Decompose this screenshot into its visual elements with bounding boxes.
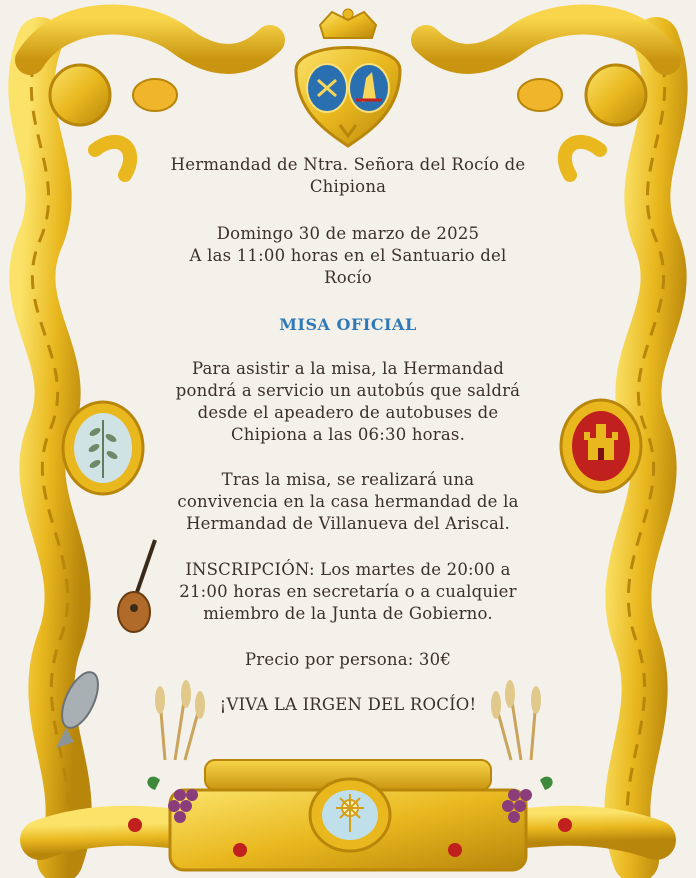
bus-line: pondrá a servicio un autobús que saldrá xyxy=(175,381,521,400)
after-line: Tras la misa, se realizará una xyxy=(221,470,475,489)
misa-oficial-heading: MISA OFICIAL xyxy=(279,315,417,334)
date-line: A las 11:00 horas en el Santuario del xyxy=(189,246,507,265)
bus-line: desde el apeadero de autobuses de xyxy=(197,403,499,422)
bus-info xyxy=(150,358,546,446)
olive-branch-medallion xyxy=(63,402,143,494)
inscription-line: 21:00 horas en secretaría o a cualquier xyxy=(179,582,517,601)
date-line: Rocío xyxy=(324,268,372,287)
closing-cheer xyxy=(150,694,546,716)
invitation-text xyxy=(150,0,546,878)
after-line: convivencia en la casa hermandad de la xyxy=(177,492,519,511)
mass-heading xyxy=(150,314,546,336)
after-line: Hermandad de Villanueva del Ariscal. xyxy=(186,514,510,533)
inscription-line: miembro de la Junta de Gobierno. xyxy=(203,604,493,623)
castle-medallion xyxy=(561,400,641,492)
title-line: Chipiona xyxy=(309,177,387,196)
after-mass-info xyxy=(150,469,546,535)
price-line: Precio por persona: 30€ xyxy=(244,650,452,669)
bus-line: Chipiona a las 06:30 horas. xyxy=(230,425,466,444)
inscription-line: INSCRIPCIÓN: Los martes de 20:00 a xyxy=(185,560,511,579)
title-line: Hermandad de Ntra. Señora del Rocío de xyxy=(170,155,526,174)
price-info xyxy=(150,649,546,671)
bus-line: Para asistir a la misa, la Hermandad xyxy=(191,359,505,378)
date-line: Domingo 30 de marzo de 2025 xyxy=(216,224,480,243)
brotherhood-title xyxy=(150,154,546,198)
event-date xyxy=(150,223,546,289)
closing-line: ¡VIVA LA IRGEN DEL ROCÍO! xyxy=(219,695,477,714)
inscription-info xyxy=(150,559,546,625)
